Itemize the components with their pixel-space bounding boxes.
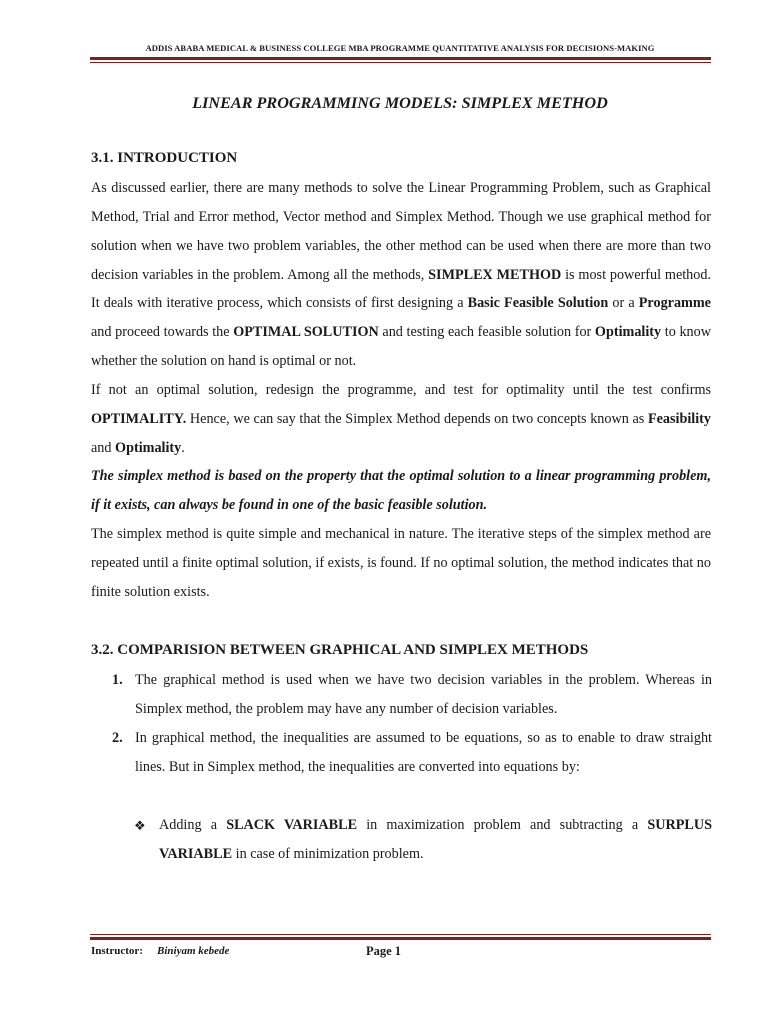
introduction-body [91,174,711,607]
list-item: 1. The graphical method is used when we have two decision variables in the problem. Whereas in Simplex method, the problem may have any number of decision variables. [112,672,712,717]
paragraph-mechanical: The simplex method is quite simple and mechanical in nature. The iterative steps of the simplex method are repeated until a finite optimal solution, if exists, is found. If no optimal solution, the method indicates that no finite solution exists. [91,526,711,600]
term-optimality: Optimality [594,324,662,341]
section-heading-comparison: 3.2. COMPARISION BETWEEN GRAPHICAL AND SIMPLEX METHODS [91,642,589,658]
list-item: 2. In graphical method, the inequalities are assumed to be equations, so as to enable to draw straight lines. But in Simplex method, the inequalities are converted into equations by: [112,729,712,775]
diamond-bullet-icon: ❖ [134,818,146,833]
running-header: ADDIS ABABA MEDICAL & BUSINESS COLLEGE MBA PROGRAMME QUANTITATIVE ANALYSIS FOR DECISIONS-MAKING [145,43,655,53]
footer-rule-thin [90,934,711,935]
term-optimality-2: Optimality [115,439,182,456]
term-programme: Programme [638,295,711,312]
term-slack-variable: SLACK VARIABLE [226,817,358,833]
term-surplus-variable: SURPLUS VARIABLE [159,817,712,862]
term-basic-feasible-solution: Basic Feasible Solution [467,295,609,312]
document-title: LINEAR PROGRAMMING MODELS: SIMPLEX METHOD [192,94,608,112]
slack-surplus-bullet: ❖ Adding a SLACK VARIABLE in maximization problem and subtracting a SURPLUS VARIABLE in case of minimization problem. [134,811,712,869]
term-simplex-method: SIMPLEX METHOD [428,266,562,283]
term-optimality-caps: OPTIMALITY. [91,410,187,427]
footer-page-number: Page 1 [366,944,402,958]
header-rule-thin [90,62,711,63]
header-rule-thick [90,57,711,60]
paragraph-property-emphasis: The simplex method is based on the property that the optimal solution to a linear programming problem, if it exists, can always be found in one of the basic feasible solution. [91,468,711,514]
term-optimal-solution: OPTIMAL SOLUTION [233,324,379,341]
footer-rule-thick [90,937,711,940]
comparison-list [112,666,712,781]
footer-instructor-name: Biniyam kebede [157,945,230,957]
paragraph-redesign: If not an optimal solution, redesign the programme, and test for optimality until the test confirms OPTIMALITY. Hence, we can say that the Simplex Method depends on two concepts known as Feasibility and Optimality. [91,381,711,456]
section-heading-introduction: 3.1. INTRODUCTION [91,150,238,166]
paragraph-intro: As discussed earlier, there are many methods to solve the Linear Programming Problem, such as Graphical Method, Trial and Error method, Vector method and Simplex Method. Though we use graphical method for solution when we have two problem variables, the other method can be used when there are more than two decision variables in the problem. Among all the methods, SIMPLEX METHOD is most powerful method. It deals with iterative process, which consists of first designing a Basic Feasible Solution or a Programme and proceed towards the OPTIMAL SOLUTION and testing each feasible solution for Optimality to know whether the solution on hand is optimal or not. [91,180,712,370]
term-feasibility: Feasibility [647,410,711,427]
footer-instructor-label: Instructor: [91,945,143,957]
